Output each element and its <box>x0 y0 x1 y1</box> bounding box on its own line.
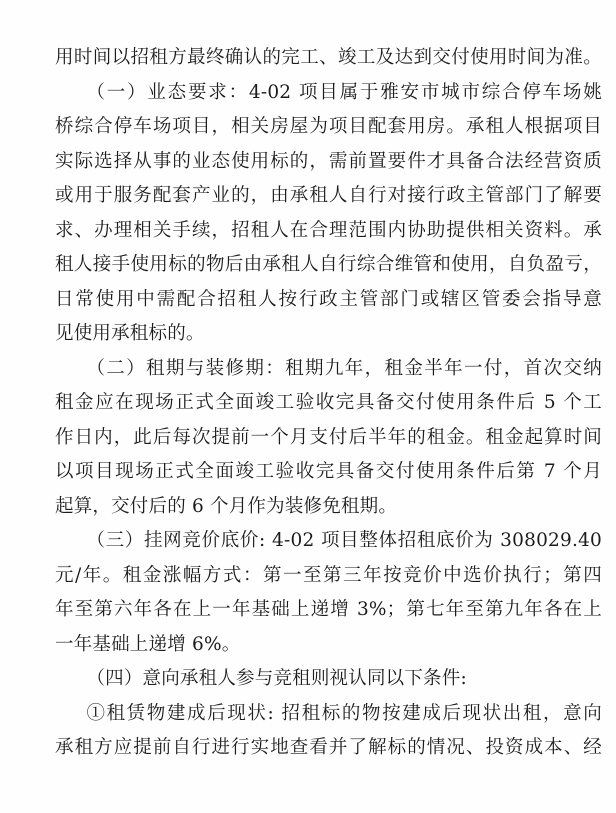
text-line: 日常使用中需配合招租人按行政主管部门或辖区管委会指导意 <box>55 288 602 310</box>
text-line: 求、办理相关手续，招租人在合理范围内协助提供相关资料。承 <box>55 219 602 241</box>
text-line: （三）挂网竞价底价: 4-02 项目整体招租底价为 308029.40 <box>86 530 602 551</box>
text-line: 承租方应提前自行进行实地查看并了解标的情况、投资成本、经 <box>55 737 602 758</box>
text-line: 或用于服务配套产业的，由承租人自行对接行政主管部门了解要 <box>55 185 602 206</box>
document-body <box>55 41 602 766</box>
text-line: 实际选择从事的业态使用标的，需前置要件才具备合法经营资质 <box>55 150 602 172</box>
text-line: （一）业态要求：4-02 项目属于雅安市城市综合停车场姚 <box>86 81 602 103</box>
text-line: 租人接手使用标的物后由承租人自行综合维管和使用，自负盈亏， <box>55 254 602 275</box>
text-line: （四）意向承租人参与竞租则视认同以下条件: <box>86 668 467 689</box>
text-line: 用时间以招租方最终确认的完工、竣工及达到交付使用时间为准。 <box>55 47 602 68</box>
text-line: 以项目现场正式全面竣工验收完具备交付使用条件后第 7 个月 <box>55 461 602 482</box>
text-line: 租金应在现场正式全面竣工验收完具备交付使用条件后 5 个工 <box>55 392 602 413</box>
text-line: 年至第六年各在上一年基础上递增 3%；第七年至第九年各在上 <box>55 599 602 620</box>
text-line: 作日内，此后每次提前一个月支付后半年的租金。租金起算时间 <box>55 426 602 448</box>
text-line: 见使用承租标的。 <box>55 323 205 344</box>
text-line: 元/年。租金涨幅方式：第一至第三年按竞价中选价执行；第四 <box>55 564 602 586</box>
text-line: ①租赁物建成后现状: 招租标的物按建成后现状出租，意向 <box>86 702 602 724</box>
text-line: （二）租期与装修期：租期九年，租金半年一付，首次交纳 <box>86 357 602 379</box>
text-line: 起算，交付后的 6 个月作为装修免租期。 <box>55 495 398 517</box>
text-line: 桥综合停车场项目，相关房屋为项目配套用房。承租人根据项目 <box>55 116 602 137</box>
text-line: 一年基础上递增 6%。 <box>55 633 241 655</box>
